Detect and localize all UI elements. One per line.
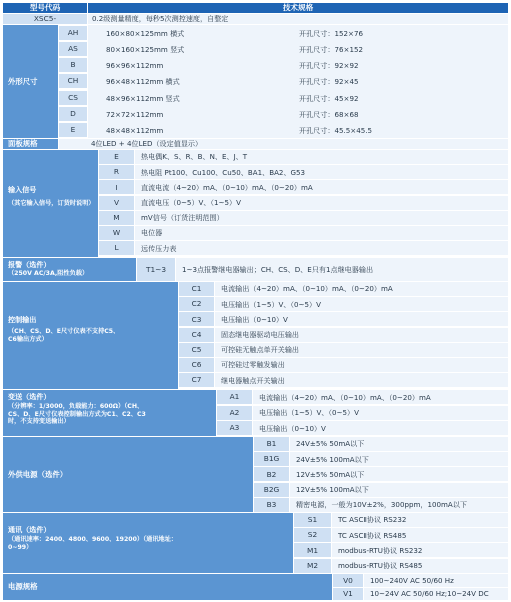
- input-code: I: [99, 180, 134, 194]
- dimension-code: AS: [59, 42, 87, 56]
- alarm-desc: 1~3点报警继电器输出；CH、CS、D、E只有1点继电器输出: [176, 258, 508, 281]
- input-desc: 直流电压（0~5）V、（1~5）V: [135, 196, 508, 210]
- control-code: C5: [179, 343, 214, 357]
- section-transmit: [3, 390, 216, 436]
- dimension-cutout: 开孔尺寸：45.5×45.5: [299, 127, 373, 135]
- power-out-desc: 精密电源，一般为10V±2%，300ppm，100mA以下: [290, 498, 508, 512]
- power-out-code: B1: [254, 437, 289, 451]
- dimension-cutout: 开孔尺寸：68×68: [299, 111, 359, 119]
- input-code: W: [99, 226, 134, 240]
- model-code-header: 型号代码: [3, 3, 87, 13]
- dimension-code: CH: [59, 74, 87, 88]
- alarm-code: T1~3: [137, 258, 175, 281]
- dimension-cutout: 开孔尺寸：92×92: [299, 62, 359, 70]
- supply-desc: 10~24V AC 50/60 Hz;10~24V DC: [364, 588, 508, 601]
- input-code: V: [99, 196, 134, 210]
- transmit-desc: 电压输出（0~10）V: [253, 421, 508, 435]
- input-desc: 远传压力表: [135, 241, 508, 255]
- section-supply: 电源规格: [3, 574, 332, 600]
- dimension-size: 96×96×112mm: [106, 62, 164, 70]
- power-out-code: B2: [254, 467, 289, 481]
- spec-header: 技术规格: [88, 3, 508, 13]
- section-power-out: 外供电源（选件）: [3, 437, 253, 512]
- transmit-code: A3: [217, 421, 252, 435]
- control-desc: 电压输出（1~5）V、（0~5）V: [215, 297, 508, 311]
- control-desc: 固态继电器驱动电压输出: [215, 328, 508, 342]
- transmit-code: A1: [217, 390, 252, 404]
- comm-code: S2: [294, 528, 331, 542]
- comm-code: S1: [294, 513, 331, 527]
- comm-desc: modbus-RTU协议 RS232: [332, 543, 508, 557]
- transmit-desc: 电压输出（1~5）V、（0~5）V: [253, 406, 508, 420]
- dimension-size: 48×48×112mm: [106, 127, 164, 135]
- section-input: [3, 150, 98, 257]
- power-out-code: B1G: [254, 452, 289, 466]
- input-label: 输入信号: [8, 185, 37, 194]
- alarm-note: （250V AC/3A,阻性负载）: [8, 269, 89, 277]
- dimension-cutout: 开孔尺寸：45×92: [299, 95, 359, 103]
- dimension-cutout: 开孔尺寸：76×152: [299, 46, 363, 54]
- section-alarm: [3, 258, 136, 281]
- panel-desc: 4位LED + 4位LED（设定值显示）: [59, 139, 508, 149]
- control-note: （CH、CS、D、E尺寸仪表不支持C5、C6输出方式）: [8, 327, 120, 343]
- section-control: [3, 282, 178, 389]
- input-code: E: [99, 150, 134, 164]
- comm-code: M1: [294, 543, 331, 557]
- transmit-label: 变送（选件）: [8, 392, 51, 401]
- control-code: C2: [179, 297, 214, 311]
- section-panel: 面板规格: [3, 139, 58, 149]
- transmit-note: （分辨率：1/3000，负载能力：600Ω）（CH、CS、D、E尺寸仪表控制输出方式为C1、C2、C3时，不支持变送输出）: [8, 402, 146, 426]
- dimension-code: D: [59, 107, 87, 121]
- comm-note: （通讯速率：2400、4800、9600、19200）（通讯地址：0~99）: [8, 535, 178, 551]
- section-dimensions: 外形尺寸: [3, 25, 58, 138]
- supply-desc: 100~240V AC 50/60 Hz: [364, 574, 508, 587]
- control-desc: 可控硅无触点单开关输出: [215, 343, 508, 357]
- dimension-size: 96×48×112mm 横式: [106, 78, 180, 86]
- power-out-desc: 24V±5% 100mA以下: [290, 452, 508, 466]
- power-out-desc: 24V±5% 50mA以下: [290, 437, 508, 451]
- control-code: C6: [179, 358, 214, 372]
- comm-desc: TC ASCⅡ协议 RS232: [332, 513, 508, 527]
- power-out-code: B3: [254, 498, 289, 512]
- control-label: 控制输出: [8, 315, 37, 324]
- model-xsc5-desc: 0.2级测量精度，每秒5次测控速度，自整定: [88, 14, 508, 24]
- supply-code: V0: [333, 574, 363, 587]
- transmit-code: A2: [217, 406, 252, 420]
- dimension-code: E: [59, 123, 87, 137]
- comm-desc: TC ASCⅡ协议 RS485: [332, 528, 508, 542]
- control-desc: 可控硅过零触发输出: [215, 358, 508, 372]
- power-out-desc: 12V±5% 50mA以下: [290, 467, 508, 481]
- input-desc: mV信号（订货注明范围）: [135, 211, 508, 225]
- section-comm: [3, 513, 293, 573]
- dimension-code: AH: [59, 26, 87, 40]
- dimension-size: 72×72×112mm: [106, 111, 164, 119]
- dimension-size: 48×96×112mm 竖式: [106, 95, 180, 103]
- control-code: C7: [179, 373, 214, 387]
- dimension-size: 80×160×125mm 竖式: [106, 46, 185, 54]
- control-desc: 电压输出（0~10）V: [215, 312, 508, 326]
- power-out-desc: 12V±5% 100mA以下: [290, 483, 508, 497]
- control-code: C3: [179, 312, 214, 326]
- control-desc: 电流输出（4~20）mA、（0~10）mA、（0~20）mA: [215, 282, 508, 296]
- comm-code: M2: [294, 559, 331, 573]
- alarm-label: 报警（选件）: [8, 260, 51, 269]
- input-desc: 直流电流（4~20）mA、（0~10）mA、（0~20）mA: [135, 180, 508, 194]
- dimension-size: 160×80×125mm 横式: [106, 30, 185, 38]
- model-xsc5: XSC5-: [3, 14, 87, 24]
- power-out-code: B2G: [254, 483, 289, 497]
- input-code: M: [99, 211, 134, 225]
- comm-label: 通讯（选件）: [8, 525, 51, 534]
- input-desc: 热电偶K、S、R、B、N、E、J、T: [135, 150, 508, 164]
- input-note: （其它输入信号，订货时说明）: [8, 199, 95, 207]
- comm-desc: modbus-RTU协议 RS485: [332, 559, 508, 573]
- control-desc: 继电器触点开关输出: [215, 373, 508, 387]
- supply-code: V1: [333, 588, 363, 601]
- dimension-cutout: 开孔尺寸：92×45: [299, 78, 359, 86]
- control-code: C4: [179, 328, 214, 342]
- dimension-code: CS: [59, 91, 87, 105]
- transmit-desc: 电流输出（4~20）mA、（0~10）mA、（0~20）mA: [253, 390, 508, 404]
- input-desc: 电位器: [135, 226, 508, 240]
- dimension-code: B: [59, 58, 87, 72]
- dimension-cutout: 开孔尺寸：152×76: [299, 30, 363, 38]
- control-code: C1: [179, 282, 214, 296]
- input-code: R: [99, 165, 134, 179]
- input-desc: 热电阻 Pt100、Cu100、Cu50、BA1、BA2、G53: [135, 165, 508, 179]
- input-code: L: [99, 241, 134, 255]
